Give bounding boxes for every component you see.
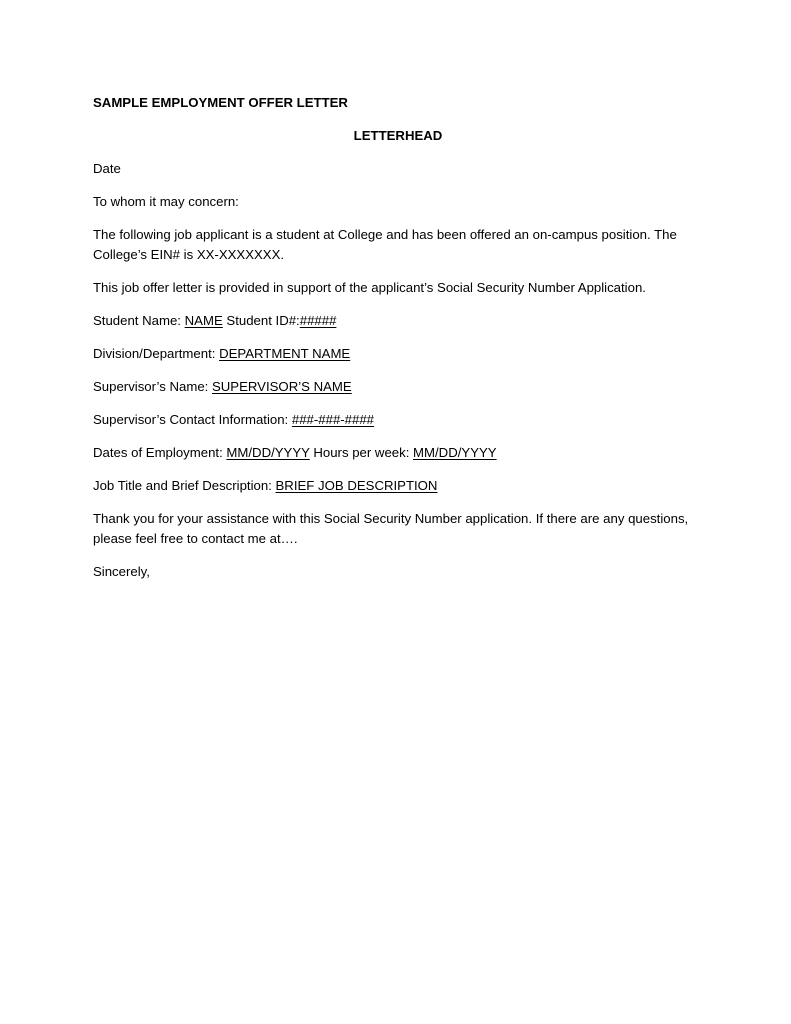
signoff: Sincerely, [93,564,150,579]
division-value: DEPARTMENT NAME [219,346,351,361]
hours-per-week-value: MM/DD/YYYY [413,445,497,460]
closing-paragraph: Thank you for your assistance with this Social Security Number application. If there are any questions, please feel free to contact me at…. [93,511,689,546]
student-name-label: Student Name: [93,313,185,328]
job-line [93,476,703,496]
salutation: To whom it may concern: [93,194,239,209]
student-name-value: NAME [184,313,223,328]
letter-body [93,93,703,582]
hours-per-week-label: Hours per week: [309,445,414,460]
supervisor-contact-line [93,410,703,430]
employment-dates-label: Dates of Employment: [93,445,227,460]
employment-dates-value: MM/DD/YYYY [226,445,310,460]
division-line [93,344,703,364]
job-description-value: BRIEF JOB DESCRIPTION [275,478,438,493]
letterhead: LETTERHEAD [353,128,443,143]
student-line [93,311,703,331]
supervisor-name-value: SUPERVISOR’S NAME [211,379,352,394]
supervisor-name-line [93,377,703,397]
student-id-label: Student ID#: [222,313,300,328]
supervisor-name-label: Supervisor’s Name: [93,379,212,394]
division-label: Division/Department: [93,346,220,361]
supervisor-contact-value: ###-###-#### [291,412,375,427]
student-id-value: ##### [299,313,337,328]
intro-paragraph: The following job applicant is a student at College and has been offered an on-campus position. The College’s EIN# is XX-XXXXXXX. [93,227,677,262]
date-line: Date [93,161,121,176]
employment-line [93,443,703,463]
supervisor-contact-label: Supervisor’s Contact Information: [93,412,292,427]
purpose-paragraph: This job offer letter is provided in support of the applicant’s Social Security Number Application. [93,280,646,295]
job-label: Job Title and Brief Description: [93,478,276,493]
document-title: SAMPLE EMPLOYMENT OFFER LETTER [93,95,348,110]
